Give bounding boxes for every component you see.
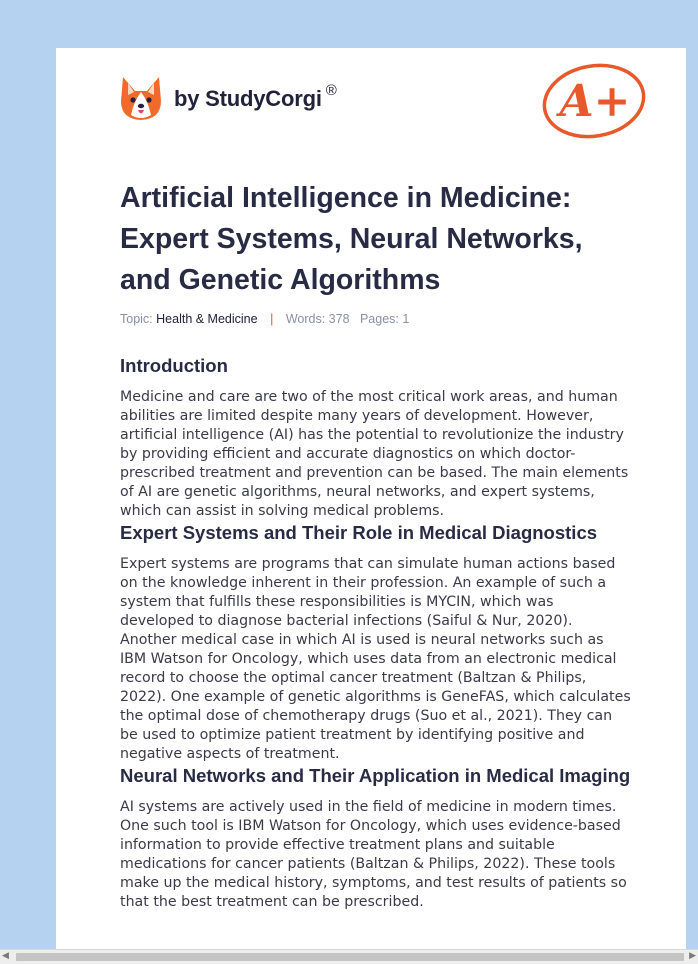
document-meta: [120, 312, 409, 326]
grade-text: A+: [559, 76, 631, 127]
brand-name: by StudyCorgi: [174, 86, 322, 111]
section-body: Expert systems are programs that can simulate human actions based on the knowledge inherent in their profession. An example of such a system that fulfills these responsibilities is MYCIN, which was developed to diagnose bacterial infections (Saiful & Nur, 2020). Another medical case in which AI is used is neural networks such as IBM Watson for Oncology, which uses data from an electronic medical record to choose the optimal cancer treatment (Baltzan & Philips, 2022). One example of genetic algorithms is GeneFAS, which calculates the optimal dose of chemotherapy drugs (Suo et al., 2021). They can be used to optimize patient treatment by identifying positive and negative aspects of treatment.: [120, 556, 631, 762]
registered-mark: ®: [325, 81, 337, 99]
document-content: [120, 354, 632, 912]
section-heading: Introduction: [120, 355, 228, 376]
grade-badge-icon: [538, 58, 650, 140]
meta-separator: |: [270, 312, 274, 326]
document-title: Artificial Intelligence in Medicine: Expert Systems, Neural Networks, and Genetic Algorithms: [120, 182, 583, 296]
section-heading: Neural Networks and Their Application in Medical Imaging: [120, 765, 631, 786]
scroll-left-icon[interactable]: ◀: [2, 951, 9, 961]
horizontal-scrollbar[interactable]: [0, 949, 698, 964]
words-count: 378: [328, 312, 350, 326]
topic-link[interactable]: Health & Medicine: [156, 312, 258, 326]
section-body: AI systems are actively used in the field of medicine in modern times. One such tool is IBM Watson for Oncology, which uses evidence-based information to provide effective treatment plans and suitable medications for cancer patients (Baltzan & Philips, 2022). These tools make up the medical history, symptoms, and test results of patients so that the best treatment can be prescribed.: [120, 799, 627, 910]
brand-header[interactable]: [120, 74, 337, 124]
document-page: [56, 48, 686, 952]
section-body: Medicine and care are two of the most critical work areas, and human abilities are limited despite many years of development. However, artificial intelligence (AI) has the potential to revolutionize the industry by providing efficient and accurate diagnostics on which doctor-prescribed treatment and prevention can be based. The main elements of AI are genetic algorithms, neural networks, and expert systems, which can assist in solving medical problems.: [120, 389, 629, 519]
scroll-thumb[interactable]: [16, 953, 684, 961]
pages-count: 1: [402, 312, 410, 326]
scroll-right-icon[interactable]: ▶: [689, 951, 696, 961]
section-heading: Expert Systems and Their Role in Medical Diagnostics: [120, 522, 598, 543]
words-label: Words:: [285, 312, 326, 326]
pages-label: Pages:: [359, 312, 399, 326]
corgi-logo-icon: [120, 75, 162, 123]
topic-label: Topic:: [120, 312, 153, 326]
